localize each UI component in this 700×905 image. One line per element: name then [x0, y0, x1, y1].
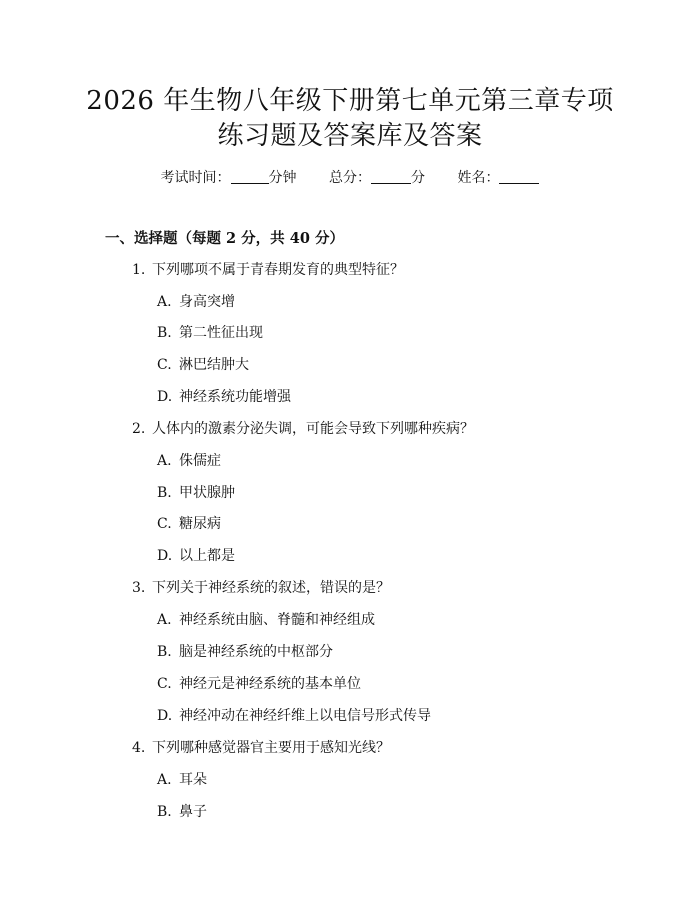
student-name-blank	[499, 169, 539, 184]
option-text: 神经元是神经系统的基本单位	[179, 676, 361, 692]
option-c	[157, 674, 361, 694]
question-text: 人体内的激素分泌失调，可能会导致下列哪种疾病？	[152, 421, 474, 437]
option-d	[157, 387, 291, 407]
option-c	[157, 355, 249, 375]
total-score-blank	[371, 169, 411, 184]
exam-time-field	[161, 168, 297, 188]
option-text: 身高突增	[179, 294, 235, 310]
question-text: 下列哪项不属于青春期发育的典型特征？	[152, 262, 404, 278]
option-text: 以上都是	[179, 548, 235, 564]
total-score-label: 总分：	[329, 170, 371, 186]
question-3	[132, 578, 390, 598]
option-text: 脑是神经系统的中枢部分	[179, 644, 333, 660]
option-text: 神经系统由脑、脊髓和神经组成	[179, 612, 375, 628]
option-a	[157, 770, 207, 790]
option-d	[157, 546, 235, 566]
total-score-field	[329, 168, 425, 188]
student-name-field	[457, 168, 539, 188]
option-letter: A.	[157, 294, 172, 310]
option-a	[157, 451, 221, 471]
question-2	[132, 419, 474, 439]
option-text: 淋巴结肿大	[179, 357, 249, 373]
total-score-unit: 分	[411, 170, 425, 186]
option-b	[157, 802, 207, 822]
option-d	[157, 706, 431, 726]
option-b	[157, 323, 263, 343]
exam-time-unit: 分钟	[268, 170, 297, 186]
exam-time-blank	[231, 169, 269, 184]
option-b	[157, 483, 235, 503]
option-text: 甲状腺肿	[179, 485, 235, 501]
option-letter: D.	[157, 708, 173, 724]
option-letter: B.	[157, 804, 172, 820]
option-text: 侏儒症	[179, 453, 221, 469]
question-1	[132, 260, 404, 280]
option-c	[157, 514, 221, 534]
option-b	[157, 642, 333, 662]
student-name-label: 姓名：	[457, 170, 500, 186]
option-text: 鼻子	[179, 804, 207, 820]
question-number: 3.	[132, 580, 146, 596]
question-number: 1.	[132, 262, 146, 278]
option-text: 耳朵	[179, 772, 207, 788]
question-text: 下列哪种感觉器官主要用于感知光线？	[152, 740, 390, 756]
option-letter: A.	[157, 453, 172, 469]
option-letter: D.	[157, 548, 173, 564]
option-a	[157, 610, 375, 630]
option-letter: C.	[157, 357, 172, 373]
option-letter: C.	[157, 516, 172, 532]
question-number: 2.	[132, 421, 146, 437]
option-letter: B.	[157, 325, 172, 341]
option-a	[157, 292, 235, 312]
option-text: 神经冲动在神经纤维上以电信号形式传导	[179, 708, 431, 724]
option-letter: D.	[157, 389, 173, 405]
option-letter: B.	[157, 644, 172, 660]
option-letter: A.	[157, 612, 172, 628]
exam-info-line	[0, 168, 700, 188]
question-4	[132, 738, 390, 758]
question-number: 4.	[132, 740, 146, 756]
option-text: 第二性征出现	[179, 325, 263, 341]
option-letter: A.	[157, 772, 172, 788]
option-text: 神经系统功能增强	[179, 389, 291, 405]
question-text: 下列关于神经系统的叙述，错误的是？	[152, 580, 390, 596]
section-title: 一、选择题（每题 2 分，共 40 分）	[105, 230, 344, 247]
option-letter: C.	[157, 676, 172, 692]
option-text: 糖尿病	[179, 516, 221, 532]
exam-time-label: 考试时间：	[160, 170, 231, 186]
option-letter: B.	[157, 485, 172, 501]
document-title-line-2: 练习题及答案库及答案	[217, 121, 483, 151]
document-title-line-1: 2026 年生物八年级下册第七单元第三章专项	[86, 86, 614, 116]
